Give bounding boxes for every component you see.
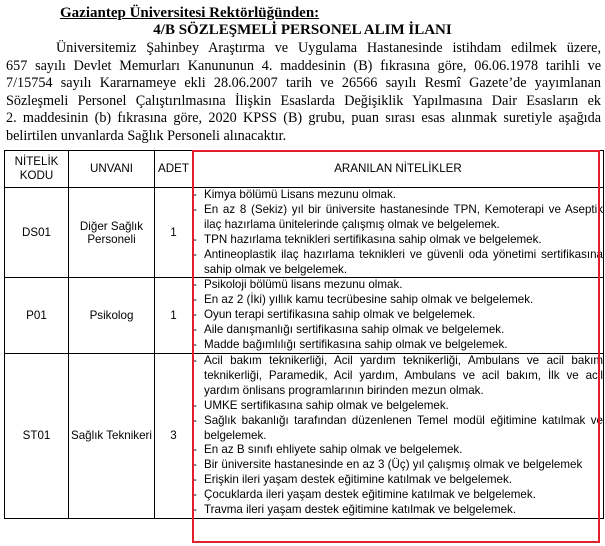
institution-heading: Gaziantep Üniversitesi Rektörlüğünden: [60,5,320,21]
header-count: ADET [155,151,193,188]
requirement-item: - En az 2 (İki) yıllık kamu tecrübesine sahip olmak ve belgelemek. [193,293,603,308]
position-count: 3 [155,353,193,518]
requirement-item: - En az B sınıfı ehliyete sahip olmak ve belgelemek. [193,443,603,458]
table-row [5,278,604,354]
requirement-item: - Psikoloji bölümü lisans mezunu olmak. [193,278,603,293]
header-code: NİTELİK KODU [5,151,69,188]
requirement-item: - Acil bakım teknikerliği, Acil yardım teknikerliği, Ambulans ve acil bakım teknikerliği, Paramedik, Acil yardım, Ambulans ve acil bakım, İlk ve acil yardım önlisans programlarının birinden mezun olmak. [193,354,603,399]
requirement-item: - Kimya bölümü Lisans mezunu olmak. [193,188,603,203]
header-title: UNVANI [69,151,155,188]
position-title: Psikolog [69,278,155,354]
table-row [5,353,604,518]
requirement-item: - Çocuklarda ileri yaşam destek eğitimine katılmak ve belgelemek. [193,488,603,503]
requirements-list [193,354,603,518]
requirements-list [193,188,603,277]
requirement-item: - TPN hazırlama teknikleri sertifikasına sahip olmak ve belgelemek. [193,233,603,248]
requirement-item: - Travma ileri yaşam destek eğitimine katılmak ve belgelemek. [193,503,603,518]
position-code: P01 [5,278,69,354]
announcement-title: 4/B SÖZLEŞMELİ PERSONEL ALIM İLANI [153,22,452,38]
table-header-row [5,151,604,188]
requirements-cell [193,188,604,278]
intro-line: belirtilen unvanlarda Sağlık Personeli alınacaktır. [6,127,287,144]
requirement-item: - Madde bağımlılığı sertifikasına sahip olmak ve belgelemek. [193,338,603,353]
requirements-list [193,278,603,353]
position-count: 1 [155,188,193,278]
requirement-item: - Bir üniversite hastanesinde en az 3 (Üç) yıl çalışmış olmak ve belgelemek [193,458,603,473]
requirement-item: - Erişkin ileri yaşam destek eğitimine katılmak ve belgelemek. [193,473,603,488]
intro-paragraph [6,40,601,146]
header-requirements: ARANILAN NİTELİKLER [193,151,604,188]
requirement-item: - Aile danışmanlığı sertifikasına sahip olmak ve belgelemek. [193,323,603,338]
requirements-cell [193,353,604,518]
requirement-item: - Oyun terapi sertifikasına sahip olmak ve belgelemek. [193,308,603,323]
intro-line: Sözleşmeli Personel Çalıştırılmasına İlişkin Esaslarda Değişiklik Yapılmasına Dair Esasların ek [6,92,601,109]
requirement-item: - Sağlık bakanlığı tarafından düzenlenen Temel modül eğitimine katılmak ve belgelemek. [193,414,603,444]
positions-table [4,150,604,519]
table-row [5,188,604,278]
position-title: Diğer Sağlık Personeli [69,188,155,278]
position-code: DS01 [5,188,69,278]
position-title: Sağlık Teknikeri [69,353,155,518]
requirement-item: - Antineoplastik ilaç hazırlama teknikleri ve güvenli oda yönetimi sertifikasına sahip olmak ve belgelemek. [193,248,603,278]
intro-line: Üniversitemiz Şahinbey Araştırma ve Uygulama Hastanesinde istihdam edilmek üzere, [56,40,601,56]
requirement-item: - En az 8 (Sekiz) yıl bir üniversite hastanesinde TPN, Kemoterapi ve Aseptik ilaç hazırlama ünitelerinde çalışmış olmak ve belgelemek. [193,203,603,233]
requirement-item: - UMKE sertifikasına sahip olmak ve belgelemek. [193,399,603,414]
position-count: 1 [155,278,193,354]
requirements-cell [193,278,604,354]
intro-line: 2. maddesinin (b) fıkrasına göre, 2020 KPSS (B) grubu, puan sırası esas alınmak suretiyle aşağıda [6,110,601,127]
position-code: ST01 [5,353,69,518]
intro-line: 7/15754 sayılı Kararnameye ekli 28.06.2007 tarih ve 26566 sayılı Resmî Gazete’de yayımlanan [6,75,601,92]
intro-line: 657 sayılı Devlet Memurları Kanununun 4. maddesinin (B) fıkrasına göre, 06.06.1978 tarihli ve [6,57,601,74]
